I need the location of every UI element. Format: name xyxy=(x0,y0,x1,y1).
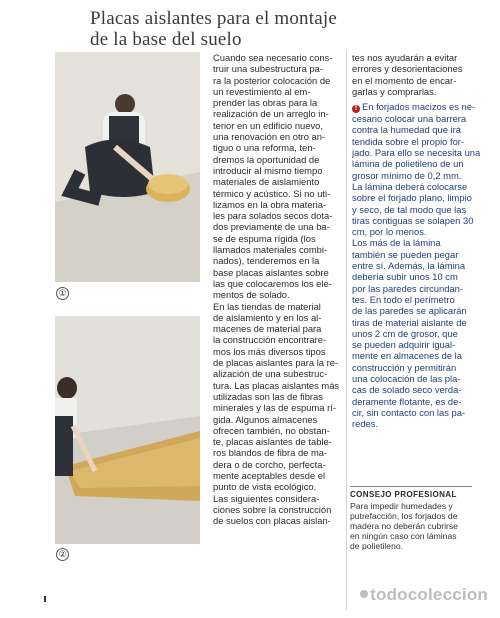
text-line: alización de una subestruc- xyxy=(213,368,328,380)
text-line: Las siguientes considera- xyxy=(213,492,320,504)
text-line: un revestimiento al em- xyxy=(213,85,311,97)
text-line: errores y desorientaciones xyxy=(352,63,463,75)
text-line: mente en almacenes de la xyxy=(352,350,462,362)
text-line: base placas aislantes sobre xyxy=(213,266,329,278)
text-line: tes nos ayudarán a evitar xyxy=(352,52,458,63)
photo-worker-laying-boards xyxy=(55,316,200,544)
text-line: materiales de aislamiento xyxy=(213,176,320,188)
text-line: nados), tenderemos en la xyxy=(213,255,320,267)
text-line: mente aceptables desde el xyxy=(213,469,326,481)
text-line: garlas y comprarlas. xyxy=(352,85,437,97)
text-line: minerales y las de espuma rí- xyxy=(213,402,336,414)
text-line: les para solados secos dota- xyxy=(213,210,333,222)
warning-first-line: En forjados macizos es ne- xyxy=(362,101,476,113)
text-line: gida. Algunos almacenes xyxy=(213,413,318,425)
text-line: cesario colocar una barrera xyxy=(352,113,467,125)
text-line: redes. xyxy=(352,418,379,430)
text-line: ra la posterior colocación de xyxy=(213,74,331,86)
text-line: deramente flotante, es de- xyxy=(352,395,462,407)
text-line: tendida sobre el propio for- xyxy=(352,135,465,147)
text-line: tes. En todo el perímetro xyxy=(352,293,455,305)
text-line: de aislamiento y en los al- xyxy=(213,311,322,323)
warning-paragraph xyxy=(352,113,481,430)
text-line: térmico y acústico. Si no uti- xyxy=(213,187,331,199)
text-line: madera no deberán cubrirse xyxy=(350,521,458,531)
consejo-divider xyxy=(350,486,472,487)
column-2-intro xyxy=(352,52,474,97)
article-title xyxy=(90,8,490,50)
text-line: y seco, de tal modo que las xyxy=(352,203,467,215)
text-line: tiras contiguas se solapen 30 xyxy=(352,214,474,226)
text-line: ros blandos de fibra de ma- xyxy=(213,447,328,459)
text-line: Los más de la lámina xyxy=(352,237,441,249)
body-column-1 xyxy=(213,52,341,526)
text-line: introducir al mismo tiempo xyxy=(213,164,323,176)
text-line: realización de un arreglo in- xyxy=(213,108,329,120)
text-line: tiguo o una reforma, ten- xyxy=(213,142,316,154)
text-line: la construcción encontrare- xyxy=(213,334,327,346)
text-line: se pueden adquirir igual- xyxy=(352,339,456,351)
photo-worker-kneeling xyxy=(55,52,200,282)
text-line: lizamos en la obra materia- xyxy=(213,198,327,210)
figure-number-1: ① xyxy=(56,287,69,300)
text-line: las que colocaremos los ele- xyxy=(213,277,332,289)
text-line: cir, sin contacto con las pa- xyxy=(352,406,466,418)
text-line: te, placas aislantes de table- xyxy=(213,436,332,448)
text-line: tura. Las placas aislantes más xyxy=(213,379,340,391)
text-line: La lámina deberá colocarse xyxy=(352,180,468,192)
text-line: putrefacción, los forjados de xyxy=(350,511,458,521)
text-line: por las paredes circundan- xyxy=(352,282,463,294)
text-line: macenes de material para xyxy=(213,323,322,335)
text-line: cas de solado seco verda- xyxy=(352,384,462,396)
text-line: ciones sobre la construcción xyxy=(213,503,332,515)
column-divider xyxy=(346,50,347,610)
text-line: cm, por lo menos. xyxy=(352,226,427,238)
text-line: sobre el forjado plano, limpio xyxy=(352,192,472,204)
text-line: de suelos con placas aislan- xyxy=(213,515,331,527)
text-line: Para impedir humedades y xyxy=(350,501,453,511)
text-line: debería subir unos 10 cm xyxy=(352,271,458,283)
text-line: utilizadas son las de fibras xyxy=(213,390,323,402)
warning-icon: ! xyxy=(352,105,360,113)
title-line-2: de la base del suelo xyxy=(90,29,242,50)
text-line: se de espuma rígida (los xyxy=(213,232,316,244)
text-line: unos 2 cm de grosor, que xyxy=(352,327,458,339)
warning-paragraph-start xyxy=(352,101,474,113)
text-line: en el momento de encar- xyxy=(352,74,457,86)
watermark-logo-icon xyxy=(360,590,368,598)
consejo-title: CONSEJO PROFESIONAL xyxy=(350,490,457,499)
text-line: grosor mínimo de 0,2 mm. xyxy=(352,169,462,181)
figure-number-2: ② xyxy=(56,548,69,561)
page-mark xyxy=(44,596,46,602)
text-line: llamados materiales combi- xyxy=(213,244,328,256)
text-line: una renovación en otro an- xyxy=(213,131,326,143)
text-line: de polietileno. xyxy=(350,541,404,551)
text-line: contra la humedad que irá xyxy=(352,124,461,136)
text-line: entre sí. Además, la lámina xyxy=(352,260,466,272)
watermark xyxy=(360,585,488,605)
body-column-2 xyxy=(352,52,481,430)
title-line-1: Placas aislantes para el montaje xyxy=(90,8,337,29)
watermark-text: todocoleccion xyxy=(370,585,488,604)
text-line: mentos de solado. xyxy=(213,289,290,301)
text-line: punto de vista ecológico. xyxy=(213,481,317,493)
text-line: tiras de material aislante de xyxy=(352,316,467,328)
text-line: truir una subestructura pa- xyxy=(213,63,323,75)
text-line: en ningún caso con láminas xyxy=(350,531,457,541)
text-line: mos los más diversos tipos xyxy=(213,345,326,357)
text-line: Cuando sea necesario cons- xyxy=(213,52,333,63)
text-line: dos previamente de una ba- xyxy=(213,221,330,233)
text-line: construcción y permitirán xyxy=(352,361,457,373)
text-line: dremos la oportunidad de xyxy=(213,153,320,165)
consejo-text xyxy=(350,501,472,551)
text-line: lámina de polietileno de un xyxy=(352,158,464,170)
text-line: En las tiendas de material xyxy=(213,300,321,312)
text-line: de las paredes se aplicarán xyxy=(352,305,467,317)
text-line: una colocación de las pla- xyxy=(352,373,461,385)
text-line: terior en un edificio nuevo, xyxy=(213,119,323,131)
text-line: dera o de corcho, perfecta- xyxy=(213,458,326,470)
consejo-profesional-box xyxy=(350,486,472,551)
text-line: de placas aislantes para la re- xyxy=(213,357,339,369)
text-line: prender las obras para la xyxy=(213,97,318,109)
text-line: también se pueden pegar xyxy=(352,248,459,260)
text-line: jado. Para ello se necesita una xyxy=(352,147,481,159)
text-line: ofrecen también, no obstan- xyxy=(213,424,330,436)
